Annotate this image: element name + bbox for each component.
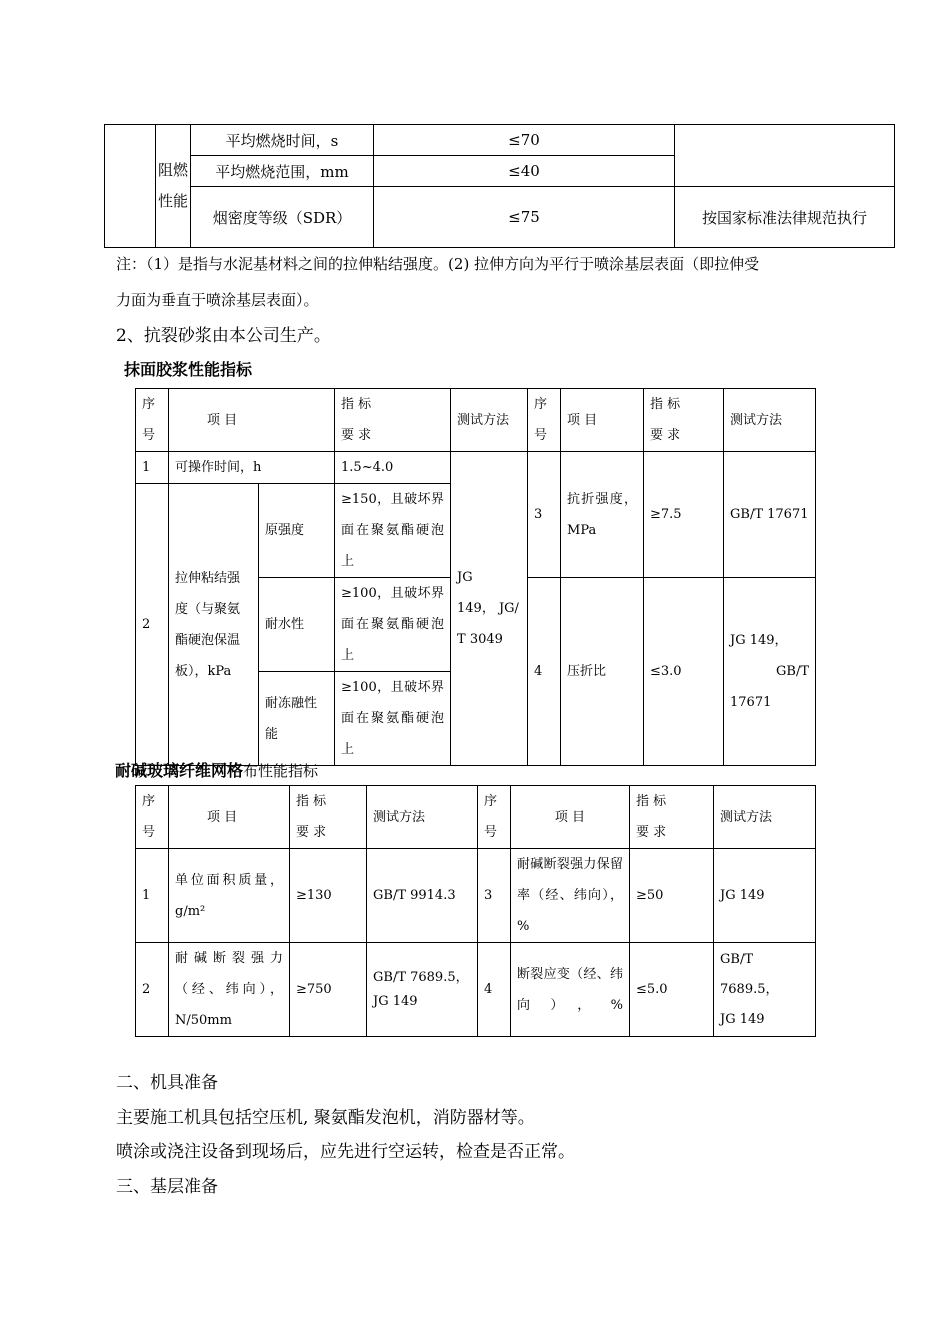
header-seq: 序 号 <box>528 389 561 452</box>
table-3-title-rest: 布性能指标 <box>243 762 319 780</box>
table-3-title <box>115 758 318 781</box>
header-item: 项 目 <box>561 389 644 452</box>
mesh-table <box>135 785 816 1037</box>
row-value: 1.5~4.0 <box>335 452 451 484</box>
empty-cell <box>675 125 895 187</box>
row-method: JG 149 <box>714 849 816 943</box>
header-method: 测试方法 <box>367 786 478 849</box>
row-value: ≤3.0 <box>644 578 724 766</box>
row-item: 断裂应变（经、纬向），% <box>511 943 630 1037</box>
row-item: 耐碱断裂强力（经、纬向），N/50mm <box>169 943 290 1037</box>
row-seq: 1 <box>136 452 169 484</box>
row-item: 单位面积质量，g/m² <box>169 849 290 943</box>
header-seq: 序 号 <box>478 786 511 849</box>
header-index: 指 标 要 求 <box>630 786 714 849</box>
method-cell: 按国家标准法律规范执行 <box>675 187 895 248</box>
header-item: 项 目 <box>169 786 290 849</box>
header-index: 指 标 要 求 <box>335 389 451 452</box>
sub-item: 耐冻融性能 <box>259 672 335 766</box>
row-seq: 4 <box>528 578 561 766</box>
method-line: 17671 <box>730 695 772 710</box>
row-seq: 2 <box>136 484 169 766</box>
sub-value: ≥100，且破坏界面在聚氨酯硬泡上 <box>335 578 451 672</box>
fire-retardant-table <box>104 124 895 248</box>
row-value: ≥50 <box>630 849 714 943</box>
row-item: 耐碱断裂强力保留率（经、纬向），% <box>511 849 630 943</box>
value-cell: ≤40 <box>374 156 675 187</box>
sub-value: ≥100，且破坏界面在聚氨酯硬泡上 <box>335 672 451 766</box>
header-item: 项 目 <box>169 389 335 452</box>
header-index: 指 标 要 求 <box>644 389 724 452</box>
group-label: 阻燃性能 <box>156 125 191 248</box>
row-value: ≥130 <box>290 849 367 943</box>
row-value: ≥750 <box>290 943 367 1037</box>
header-method: 测试方法 <box>714 786 816 849</box>
note-line-2: 力面为垂直于喷涂基层表面）。 <box>116 291 319 309</box>
sub-item: 原强度 <box>259 484 335 578</box>
header-index: 指 标 要 求 <box>290 786 367 849</box>
row-method: GB/T 9914.3 <box>367 849 478 943</box>
row-item: 抗折强度，MPa <box>561 452 644 578</box>
method-line: JG 149， <box>730 633 788 648</box>
item-cell: 平均燃烧范围，mm <box>191 156 374 187</box>
row-method: GB/T 7689.5， JG 149 <box>367 943 478 1037</box>
row-method: JG 149， JG/ T 3049 <box>451 452 528 766</box>
table-2-title: 抹面胶浆性能指标 <box>124 360 253 379</box>
method-line: GB/T <box>776 664 810 679</box>
header-item: 项 目 <box>511 786 630 849</box>
table-3-title-bold: 耐碱玻璃纤维网格 <box>115 761 244 780</box>
row-value: ≤5.0 <box>630 943 714 1037</box>
section-4-heading: 三、基层准备 <box>116 1177 218 1197</box>
row-method: GB/T 17671 <box>724 452 816 578</box>
row-seq: 1 <box>136 849 169 943</box>
row-seq: 4 <box>478 943 511 1037</box>
empty-cell <box>105 125 156 248</box>
header-method: 测试方法 <box>724 389 816 452</box>
row-item: 压折比 <box>561 578 644 766</box>
value-cell: ≤70 <box>374 125 675 156</box>
value-cell: ≤75 <box>374 187 675 248</box>
note-line-1: 注：（1）是指与水泥基材料之间的拉伸粘结强度。(2) 拉伸方向为平行于喷涂基层表面（即拉伸受 <box>116 255 760 273</box>
row-item: 可操作时间，h <box>169 452 335 484</box>
row-method <box>724 578 816 766</box>
row-seq: 2 <box>136 943 169 1037</box>
row-item: 拉伸粘结强度（与聚氨酯硬泡保温板），kPa <box>169 484 259 766</box>
row-value: ≥7.5 <box>644 452 724 578</box>
header-seq: 序 号 <box>136 786 169 849</box>
item-cell: 平均燃烧时间，s <box>191 125 374 156</box>
section-3-heading: 二、机具准备 <box>116 1073 218 1093</box>
row-method: GB/T 7689.5， JG 149 <box>714 943 816 1037</box>
section-2-heading: 2、抗裂砂浆由本公司生产。 <box>116 326 331 346</box>
header-method: 测试方法 <box>451 389 528 452</box>
row-seq: 3 <box>478 849 511 943</box>
sub-value: ≥150，且破坏界面在聚氨酯硬泡上 <box>335 484 451 578</box>
sub-item: 耐水性 <box>259 578 335 672</box>
paragraph-1: 主要施工机具包括空压机, 聚氨酯发泡机，消防器材等。 <box>116 1108 535 1128</box>
row-seq: 3 <box>528 452 561 578</box>
paragraph-2: 喷涂或浇注设备到现场后，应先进行空运转，检查是否正常。 <box>116 1142 575 1162</box>
item-cell: 烟密度等级（SDR） <box>191 187 374 248</box>
header-seq: 序 号 <box>136 389 169 452</box>
mortar-table <box>135 388 816 766</box>
